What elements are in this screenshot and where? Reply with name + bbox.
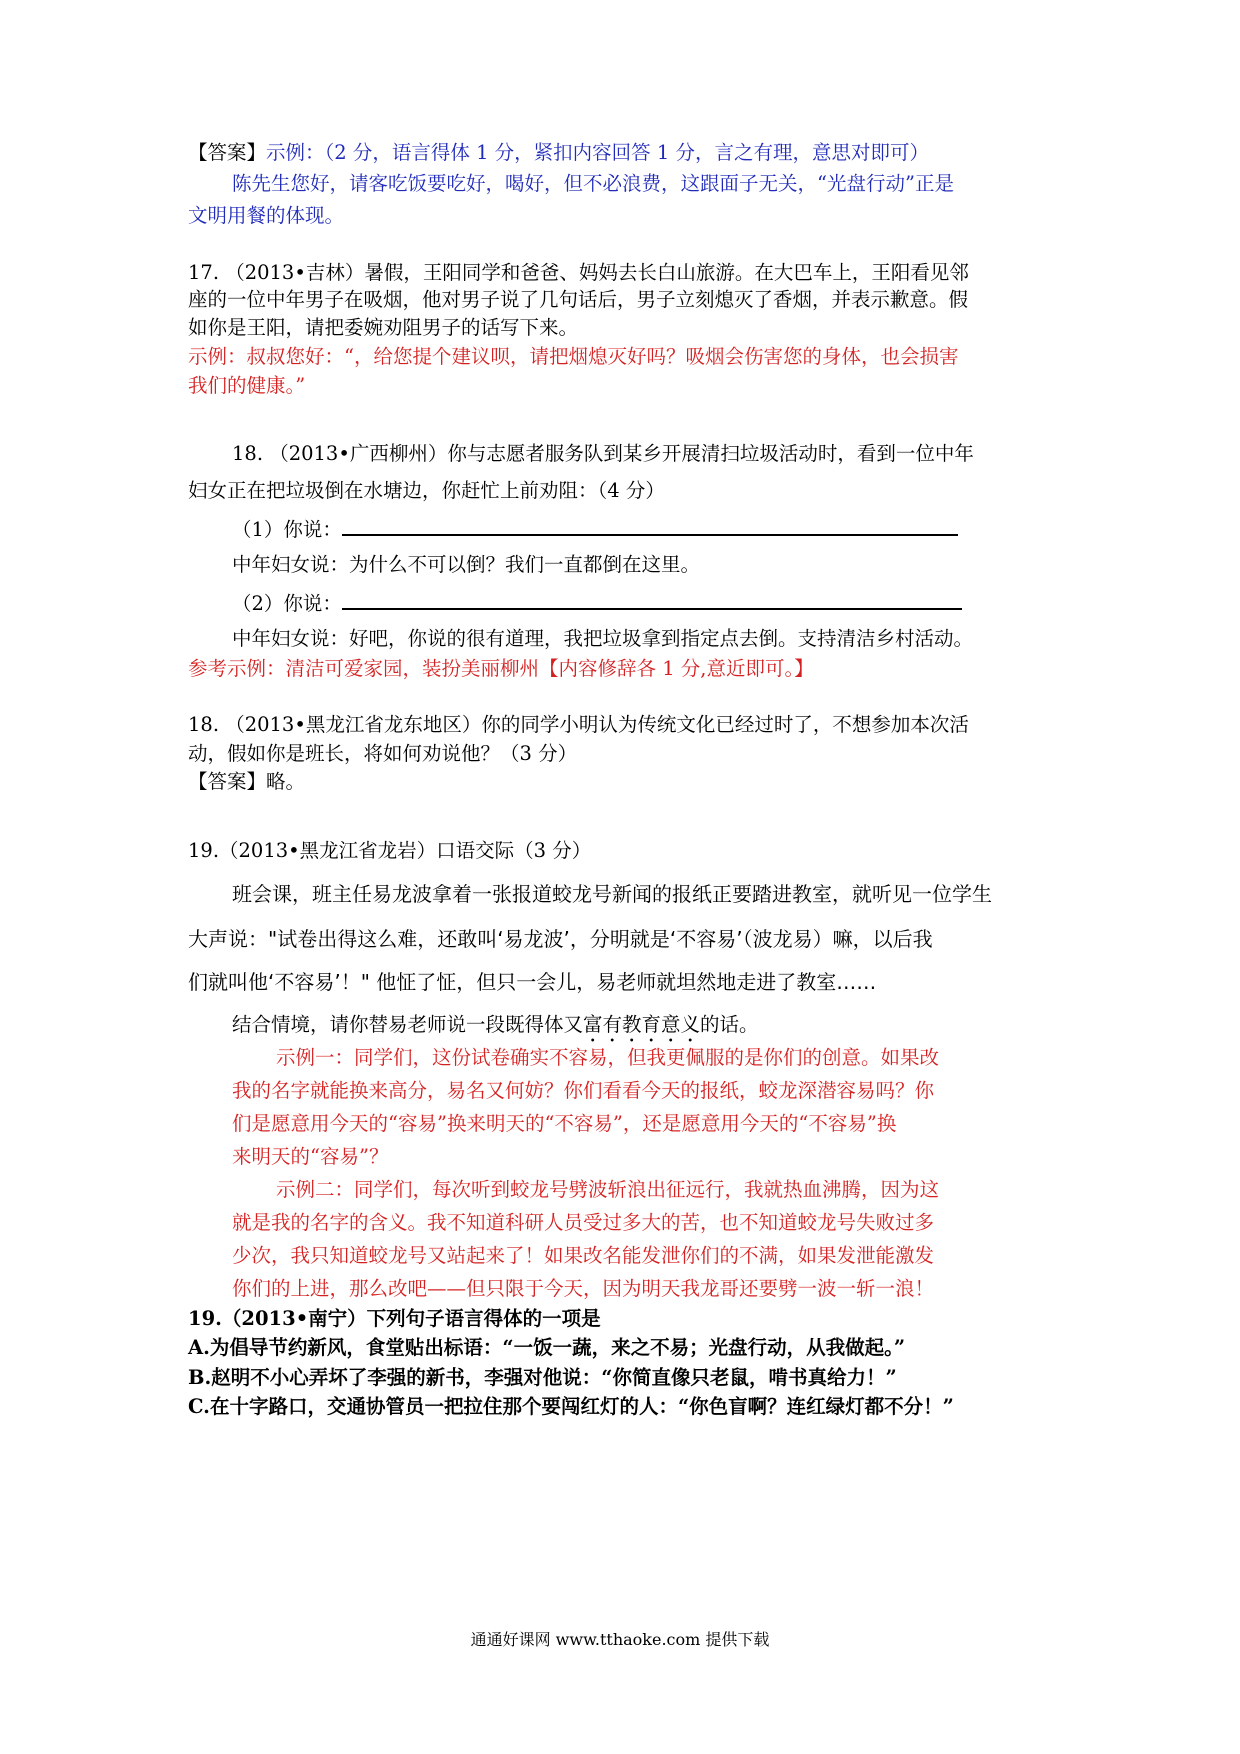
q17-answer-line-2: 我们的健康。” xyxy=(188,374,306,397)
answer-16-line-1 xyxy=(188,139,929,167)
q19a-example-1-line-1: 示例一：同学们，这份试卷确实不容易，但我更佩服的是你们的创意。如果改 xyxy=(276,1046,940,1069)
q19b-option-a: A.为倡导节约新风，食堂贴出标语：“一饭一蔬，来之不易；光盘行动，从我做起。” xyxy=(188,1336,906,1359)
q19a-example-2-line-2: 就是我的名字的含义。我不知道科研人员受过多大的苦，也不知道蛟龙号失败过多 xyxy=(232,1211,935,1234)
q18a-say-1 xyxy=(232,514,958,544)
answer-16-line-3: 文明用餐的体现。 xyxy=(188,204,345,227)
q18b-line-2: 动，假如你是班长，将如何劝说他？（3 分） xyxy=(188,742,578,765)
q19a-prompt-emphasis: 富有教育意义 xyxy=(583,1013,701,1036)
q19a-prompt-end: 的话。 xyxy=(700,1013,759,1036)
q17-line-2: 座的一位中年男子在吸烟，他对男子说了几句话后，男子立刻熄灭了香烟，并表示歉意。假 xyxy=(188,288,969,311)
q18a-line-2: 妇女正在把垃圾倒在水塘边，你赶忙上前劝阻：（4 分） xyxy=(188,479,665,502)
q19a-passage-1: 班会课，班主任易龙波拿着一张报道蛟龙号新闻的报纸正要踏进教室，就听见一位学生 xyxy=(232,882,992,906)
q17-answer-line-1: 示例：叔叔您好：“，给您提个建议呗，请把烟熄灭好吗？吸烟会伤害您的身体，也会损害 xyxy=(188,345,959,368)
q19a-prompt-start: 结合情境，请你替易老师说一段既得体又 xyxy=(232,1013,584,1036)
answer-blank-1[interactable] xyxy=(342,514,958,536)
q19a-example-2-line-3: 少次，我只知道蛟龙号又站起来了！如果改名能发泄你们的不满，如果发泄能激发 xyxy=(232,1244,935,1267)
q17-line-3: 如你是王阳，请把委婉劝阻男子的话写下来。 xyxy=(188,316,579,339)
q19a-example-1-line-3: 们是愿意用今天的“容易”换来明天的“不容易”，还是愿意用今天的“不容易”换 xyxy=(232,1112,897,1135)
q19a-passage-3: 们就叫他‘不容易’！" 他怔了怔，但只一会儿，易老师就坦然地走进了教室…… xyxy=(188,970,877,994)
q19a-prompt xyxy=(232,1011,759,1047)
q18b-line-1: 18. （2013•黑龙江省龙东地区）你的同学小明认为传统文化已经过时了，不想参加本次活 xyxy=(188,713,969,736)
q18a-reference: 参考示例：清洁可爱家园，装扮美丽柳州【内容修辞各 1 分,意近即可。】 xyxy=(188,657,814,680)
page-footer: 通通好课网 www.tthaoke.com 提供下载 xyxy=(470,1630,770,1649)
q18b-answer: 【答案】略。 xyxy=(188,770,306,793)
q19a-passage-2: 大声说："试卷出得这么难，还敢叫‘易龙波’，分明就是‘不容易’（波龙易）嘛，以后我 xyxy=(188,927,933,951)
q19a-example-2-line-1: 示例二：同学们，每次听到蛟龙号劈波斩浪出征远行，我就热血沸腾，因为这 xyxy=(276,1178,940,1201)
q19b-option-b: B.赵明不小心弄坏了李强的新书，李强对他说：“你简直像只老鼠，啃书真给力！” xyxy=(188,1366,897,1389)
q18a-line-1: 18. （2013•广西柳州）你与志愿者服务队到某乡开展清扫垃圾活动时，看到一位中年 xyxy=(232,442,974,465)
q18a-woman-1: 中年妇女说：为什么不可以倒？我们一直都倒在这里。 xyxy=(232,553,701,576)
q18a-say-2 xyxy=(232,588,962,618)
answer-16-scoring: 示例：（2 分，语言得体 1 分，紧扣内容回答 1 分，言之有理，意思对即可） xyxy=(266,141,929,164)
q17-line-1: 17. （2013•吉林）暑假，王阳同学和爸爸、妈妈去长白山旅游。在大巴车上，王阳看见邻 xyxy=(188,261,969,284)
q19a-title: 19.（2013•黑龙江省龙岩）口语交际（3 分） xyxy=(188,839,592,862)
q18a-woman-2: 中年妇女说：好吧，你说的很有道理，我把垃圾拿到指定点去倒。支持清洁乡村活动。 xyxy=(232,627,974,650)
q19a-example-1-line-4: 来明天的“容易”？ xyxy=(232,1145,389,1168)
q18a-say-1-label: （1）你说： xyxy=(232,518,342,541)
answer-label: 【答案】 xyxy=(188,141,267,164)
answer-blank-2[interactable] xyxy=(342,588,962,610)
q19a-example-2-line-4: 你们的上进，那么改吧——但只限于今天，因为明天我龙哥还要劈一波一斩一浪！ xyxy=(232,1277,935,1300)
q19a-example-1-line-2: 我的名字就能换来高分，易名又何妨？你们看看今天的报纸，蛟龙深潜容易吗？你 xyxy=(232,1079,935,1102)
answer-16-line-2: 陈先生您好，请客吃饭要吃好，喝好，但不必浪费，这跟面子无关，“光盘行动”正是 xyxy=(232,172,954,195)
q19b-option-c: C.在十字路口，交通协管员一把拉住那个要闯红灯的人：“你色盲啊？连红绿灯都不分！” xyxy=(188,1395,954,1418)
q18a-say-2-label: （2）你说： xyxy=(232,592,342,615)
q19b-title: 19.（2013•南宁）下列句子语言得体的一项是 xyxy=(188,1307,601,1330)
